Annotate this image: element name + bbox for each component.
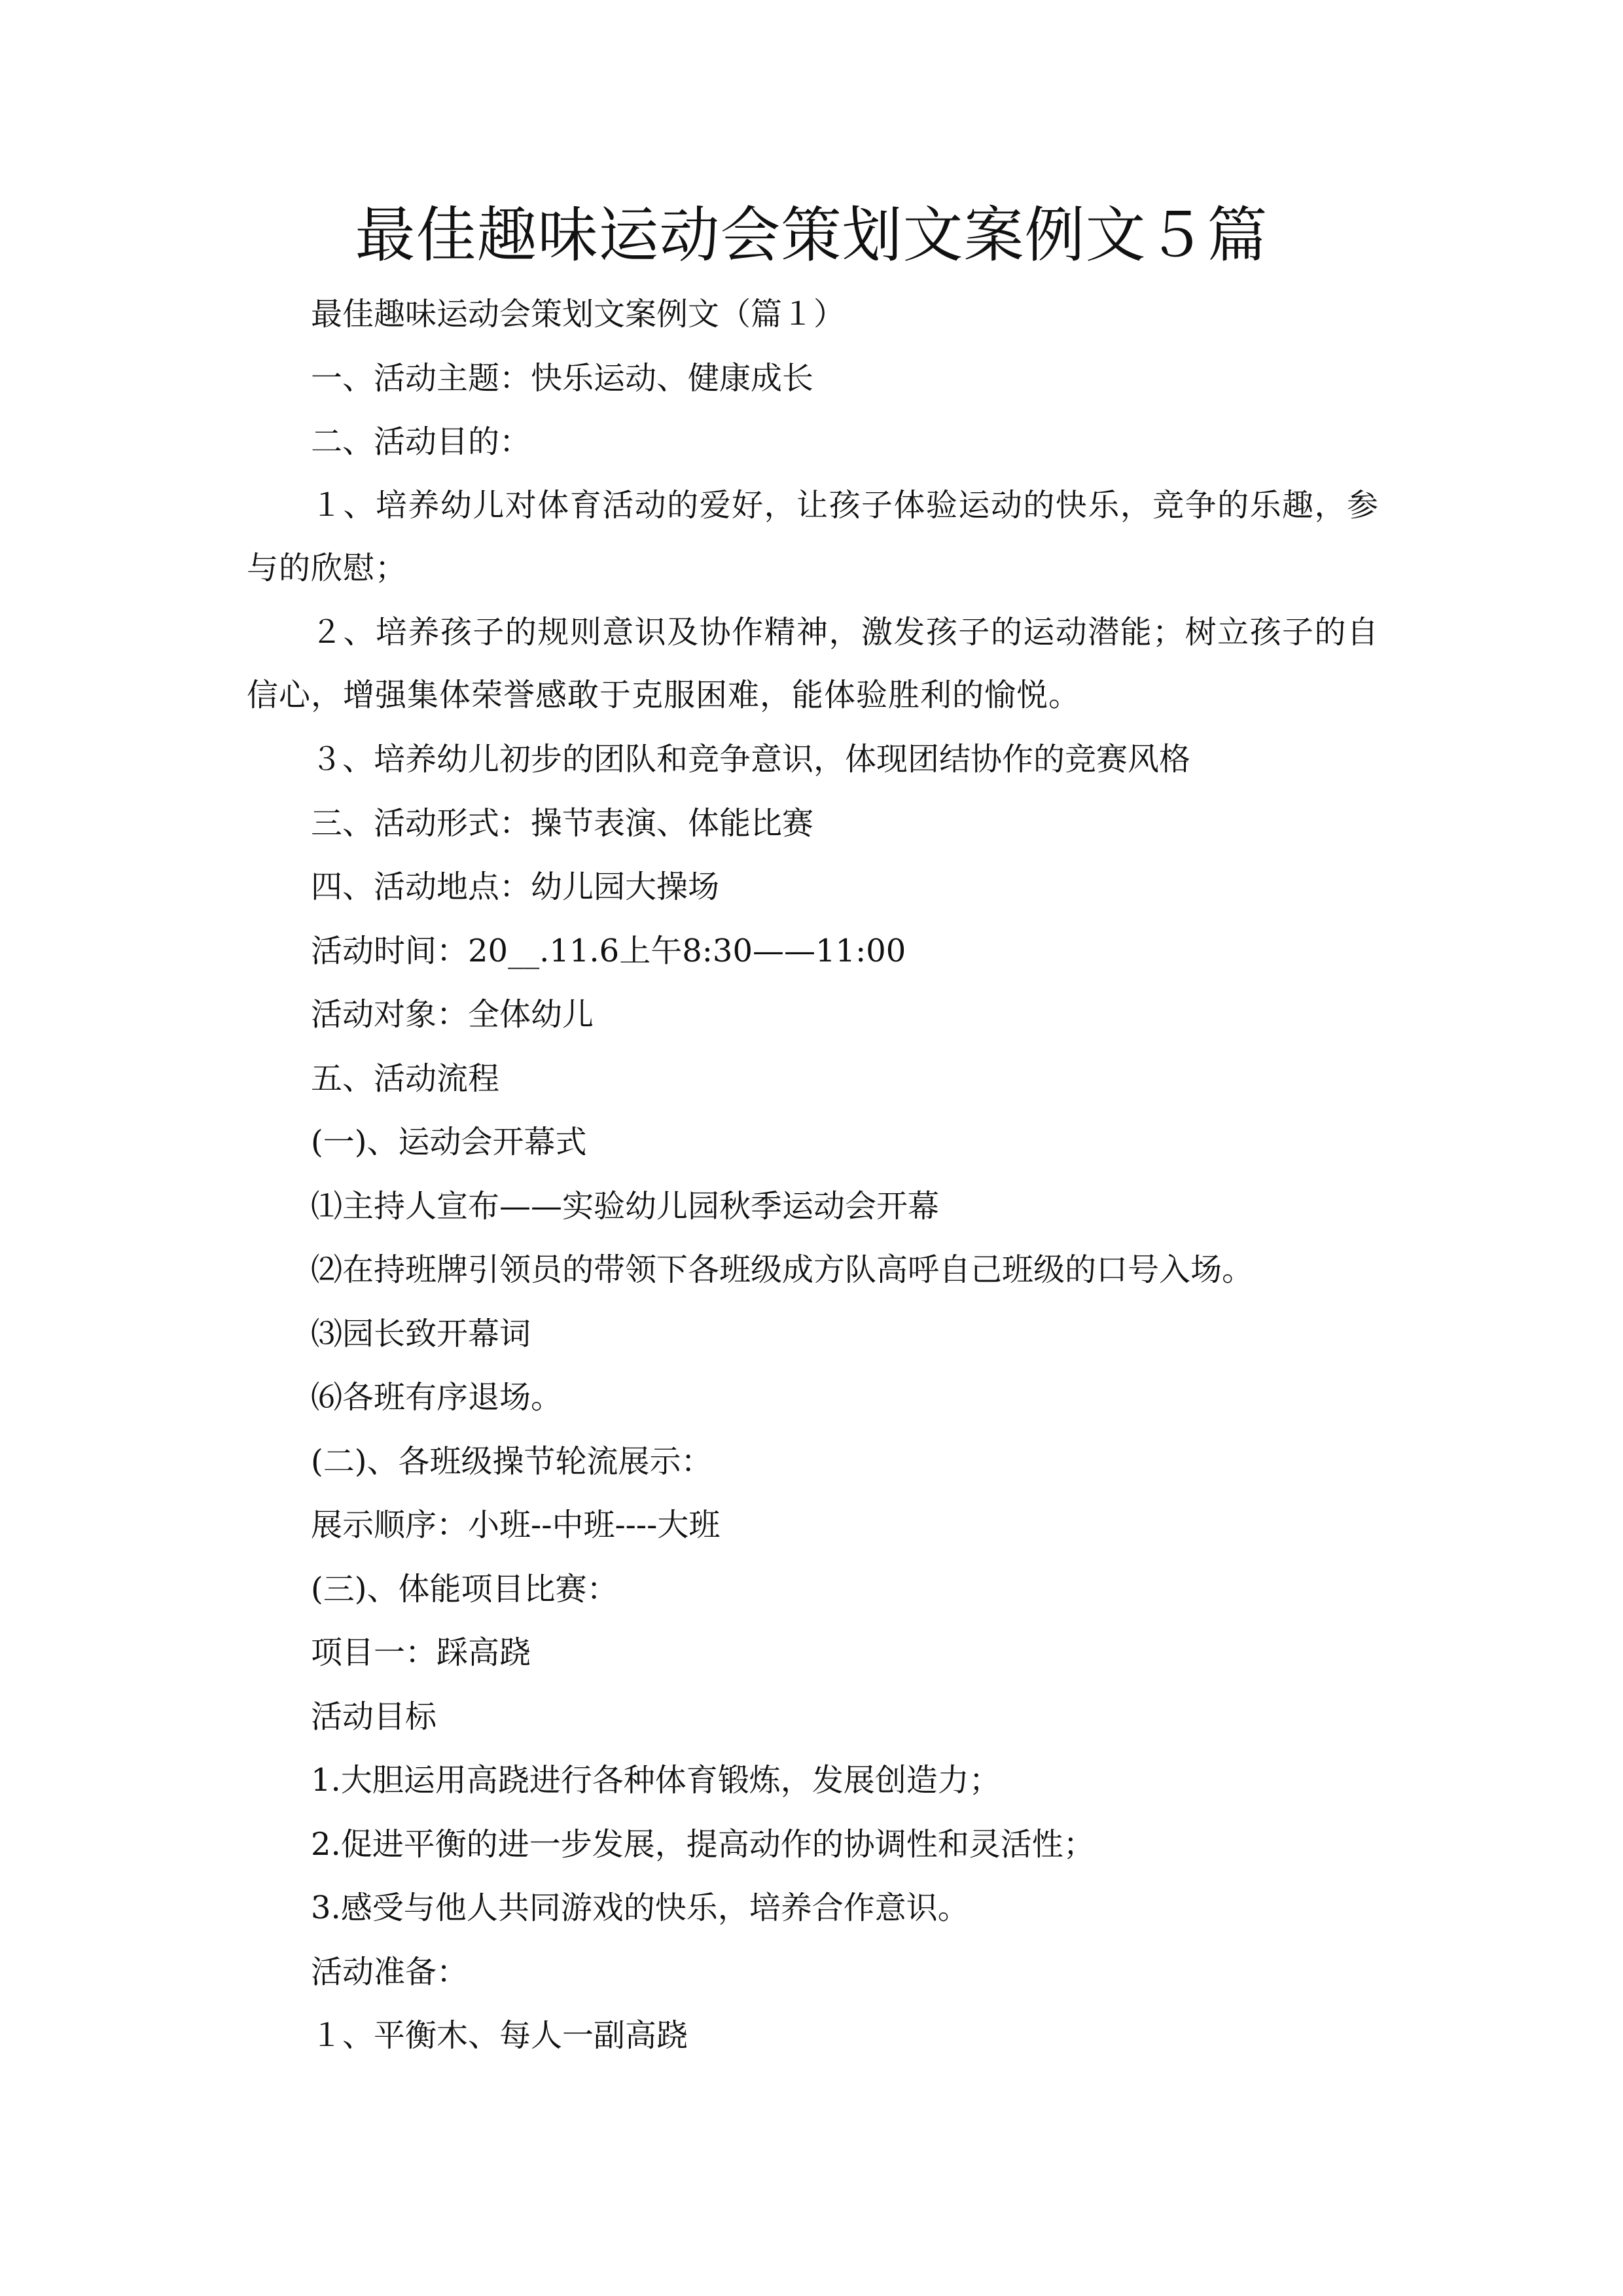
paragraph-line: 一、活动主题：快乐运动、健康成长: [311, 360, 814, 397]
paragraph-line: ３、培养幼儿初步的团队和竞争意识，体现团结协作的竞赛风格: [311, 741, 1191, 778]
paragraph-line: (一)、运动会开幕式: [311, 1124, 587, 1160]
paragraph-line: 五、活动流程: [311, 1060, 500, 1097]
paragraph-line: 活动对象：全体幼儿: [311, 996, 594, 1033]
paragraph: ２、培养孩子的规则意识及协作精神，激发孩子的运动潜能；树立孩子的自信心，增强集体荣誉感敢于克服困难，能体验胜利的愉悦。: [247, 614, 1379, 713]
paragraph-line: 活动目标: [311, 1698, 437, 1735]
paragraph-line: ⑵在持班牌引领员的带领下各班级成方队高呼自己班级的口号入场。: [311, 1251, 1254, 1288]
paragraph-line: 1.大胆运用高跷进行各种体育锻炼，发展创造力；: [311, 1762, 1001, 1799]
paragraph-line: 项目一：踩高跷: [311, 1634, 531, 1671]
paragraph-line: 3.感受与他人共同游戏的快乐，培养合作意识。: [311, 1890, 969, 1926]
paragraph-line: (二)、各班级操节轮流展示：: [311, 1443, 713, 1480]
paragraph-line: ⑶园长致开幕词: [311, 1316, 531, 1352]
paragraph-line: 活动准备：: [311, 1954, 469, 1990]
paragraph-line: ⑹各班有序退场。: [311, 1379, 563, 1416]
paragraph-line: 四、活动地点：幼儿园大操场: [311, 869, 720, 905]
paragraph-line: １、平衡木、每人一副高跷: [311, 2017, 688, 2054]
paragraph-line: (三)、体能项目比赛：: [311, 1571, 618, 1607]
paragraph-line: 活动时间：20__.11.6上午8:30——11:00: [311, 933, 906, 969]
paragraph-line: 二、活动目的：: [311, 423, 531, 460]
document-title: 最佳趣味运动会策划文案例文５篇: [355, 200, 1268, 270]
section-heading: 最佳趣味运动会策划文案例文（篇１）: [311, 296, 846, 332]
paragraph-line: 展示顺序：小班--中班----大班: [311, 1507, 721, 1543]
paragraph-line: ⑴主持人宣布——实验幼儿园秋季运动会开幕: [311, 1188, 940, 1225]
paragraph-line: 三、活动形式：操节表演、体能比赛: [311, 805, 814, 842]
paragraph-line: 2.促进平衡的进一步发展，提高动作的协调性和灵活性；: [311, 1826, 1095, 1863]
paragraph: １、培养幼儿对体育活动的爱好，让孩子体验运动的快乐，竞争的乐趣，参与的欣慰；: [247, 487, 1379, 586]
